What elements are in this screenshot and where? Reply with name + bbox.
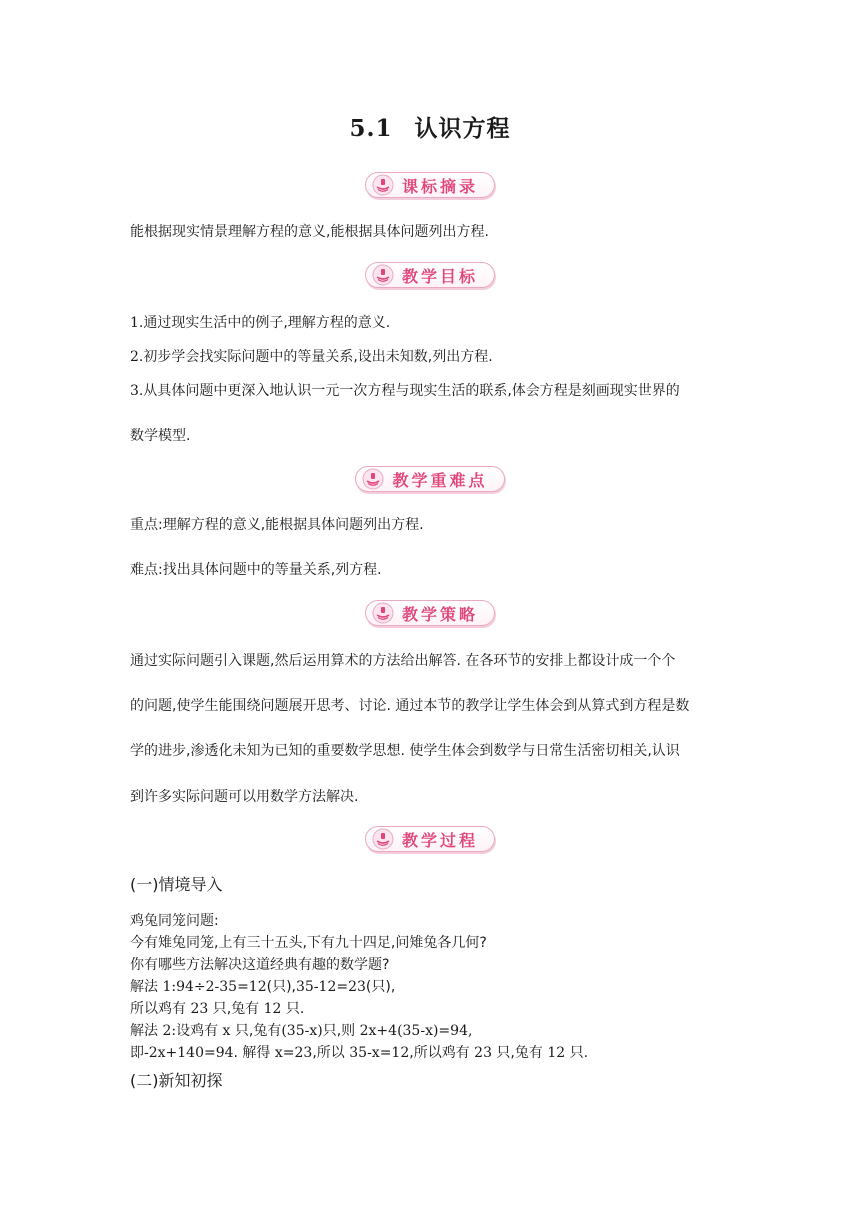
subsection-heading: (二)新知初探	[130, 1071, 223, 1090]
focus-text: 重点:理解方程的意义,能根据具体问题列出方程.	[130, 517, 424, 533]
book-icon	[372, 828, 394, 850]
process-text: 鸡兔同笼问题:	[130, 913, 219, 929]
banner-label: 课标摘录	[401, 176, 478, 196]
solution-line: 解法 1:94÷2-35=12(只),35-12=23(只),	[130, 979, 396, 995]
section-banner-process	[0, 826, 860, 852]
section-banner-objectives	[0, 262, 860, 288]
process-text: 今有雉兔同笼,上有三十五头,下有九十四足,问雉兔各几何?	[130, 935, 487, 951]
page-title	[0, 110, 860, 143]
section-number: 5.1	[349, 115, 393, 142]
book-icon	[372, 602, 394, 624]
section-banner-strategy	[0, 600, 860, 626]
banner-label: 教学重难点	[392, 470, 488, 490]
book-icon	[372, 264, 394, 286]
book-icon	[372, 174, 394, 196]
process-text: 你有哪些方法解决这道经典有趣的数学题?	[130, 957, 390, 973]
section-title: 认识方程	[414, 116, 511, 142]
section-banner-key-points	[0, 466, 860, 492]
strategy-line: 学的进步,渗透化未知为已知的重要数学思想. 使学生体会到数学与日常生活密切相关,认识	[130, 743, 680, 759]
solution-line: 解法 2:设鸡有 x 只,兔有(35-x)只,则 2x+4(35-x)=94,	[130, 1023, 473, 1039]
section-banner-curriculum	[0, 172, 860, 198]
objective-item: 2.初步学会找实际问题中的等量关系,设出未知数,列出方程.	[130, 349, 493, 365]
solution-line: 所以鸡有 23 只,兔有 12 只.	[130, 1001, 305, 1017]
curriculum-text: 能根据现实情景理解方程的意义,能根据具体问题列出方程.	[130, 224, 489, 240]
objective-item: 3.从具体问题中更深入地认识一元一次方程与现实生活的联系,体会方程是刻画现实世界的	[130, 383, 680, 399]
objective-item-continued: 数学模型.	[130, 428, 191, 444]
difficulty-text: 难点:找出具体问题中的等量关系,列方程.	[130, 562, 382, 578]
strategy-line: 到许多实际问题可以用数学方法解决.	[130, 789, 359, 805]
banner-label: 教学策略	[401, 604, 478, 624]
banner-label: 教学过程	[401, 830, 478, 850]
objective-item: 1.通过现实生活中的例子,理解方程的意义.	[130, 315, 391, 331]
banner-label: 教学目标	[401, 266, 478, 286]
strategy-line: 的问题,使学生能围绕问题展开思考、讨论. 通过本节的教学让学生体会到从算式到方程是数	[130, 698, 690, 714]
book-icon	[362, 468, 384, 490]
subsection-heading: (一)情境导入	[130, 875, 223, 894]
solution-line: 即-2x+140=94. 解得 x=23,所以 35-x=12,所以鸡有 23 只,兔有 12 只.	[130, 1045, 589, 1061]
strategy-line: 通过实际问题引入课题,然后运用算术的方法给出解答. 在各环节的安排上都设计成一个个	[130, 653, 676, 669]
